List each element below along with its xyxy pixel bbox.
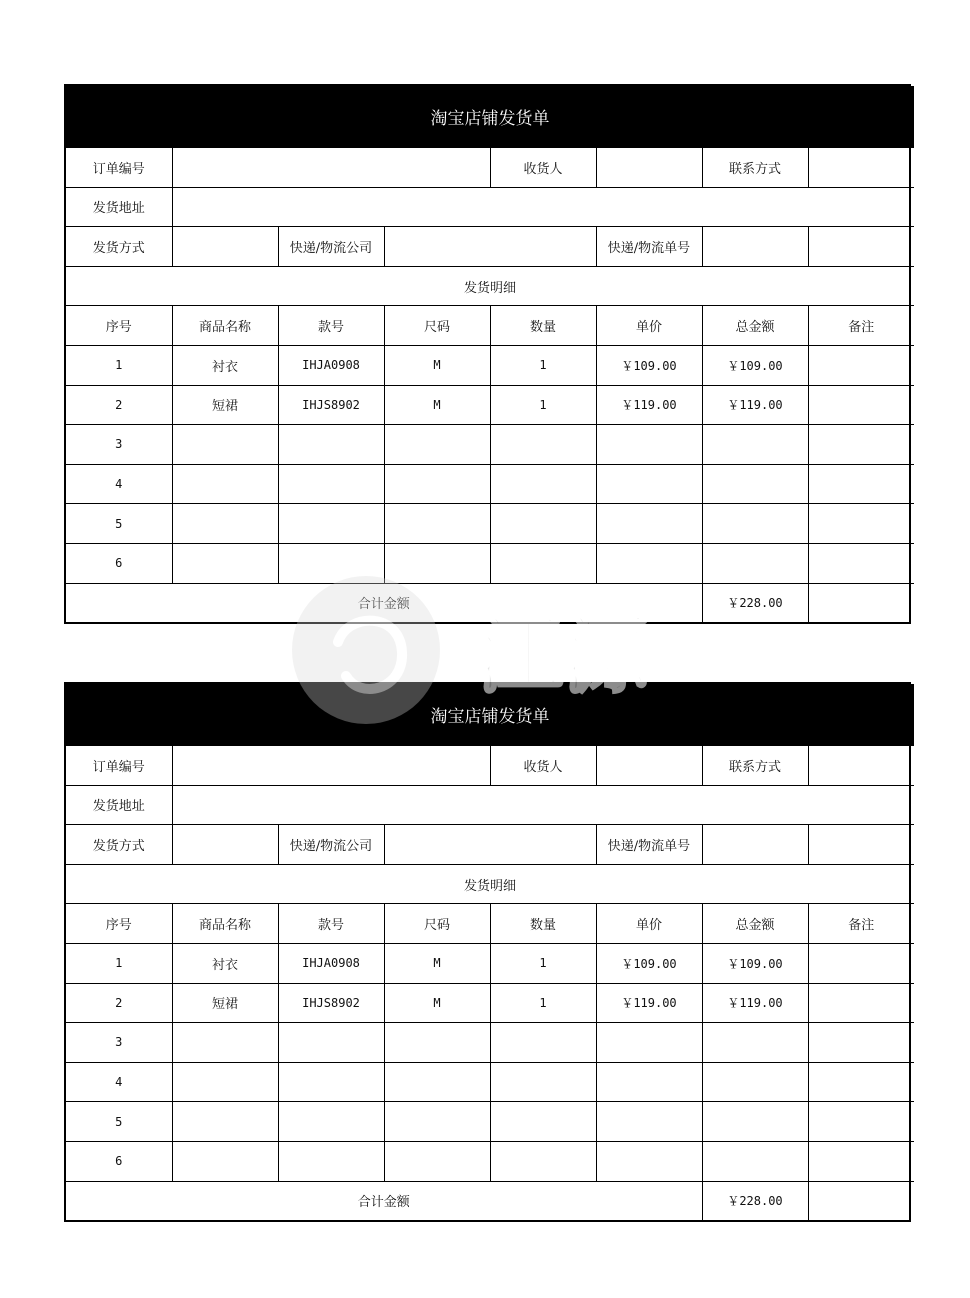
row-sku[interactable]: IHJA0908: [278, 345, 384, 385]
table-row: [66, 943, 914, 983]
courier-value[interactable]: [384, 227, 596, 267]
row-amount[interactable]: ￥119.00: [702, 385, 808, 425]
table-row: [66, 1141, 914, 1181]
contact-value[interactable]: [808, 148, 914, 188]
row-no: 5: [66, 504, 172, 544]
table-row: [66, 543, 914, 583]
row-note[interactable]: [808, 1102, 914, 1142]
row-qty[interactable]: [490, 1023, 596, 1063]
row-price[interactable]: [596, 425, 702, 465]
row-price[interactable]: [596, 1062, 702, 1102]
address-value[interactable]: [172, 785, 914, 825]
row-no: 5: [66, 1102, 172, 1142]
table-row: [66, 1062, 914, 1102]
total-row: [66, 1181, 914, 1220]
col-header: 数量: [490, 306, 596, 346]
row-size[interactable]: M: [384, 943, 490, 983]
shipping-slip-2: [64, 682, 911, 1222]
row-sku[interactable]: [278, 1141, 384, 1181]
tracking-no-value[interactable]: [702, 825, 808, 865]
shipping-slip-table: [66, 86, 914, 622]
row-note[interactable]: [808, 1141, 914, 1181]
row-amount[interactable]: [702, 1023, 808, 1063]
row-sku[interactable]: [278, 464, 384, 504]
row-no: 1: [66, 943, 172, 983]
row-amount[interactable]: ￥109.00: [702, 943, 808, 983]
row-name[interactable]: [172, 464, 278, 504]
row-amount[interactable]: [702, 543, 808, 583]
row-no: 2: [66, 385, 172, 425]
row-size[interactable]: [384, 1141, 490, 1181]
col-header: 款号: [278, 904, 384, 944]
row-sku[interactable]: [278, 425, 384, 465]
row-note[interactable]: [808, 345, 914, 385]
tracking-no-value[interactable]: [702, 227, 808, 267]
row-price[interactable]: [596, 464, 702, 504]
details-heading: 发货明细: [66, 864, 914, 904]
row-size[interactable]: M: [384, 385, 490, 425]
ship-method-label: 发货方式: [66, 227, 172, 267]
row-sku[interactable]: IHJS8902: [278, 385, 384, 425]
row-no: 4: [66, 464, 172, 504]
row-size[interactable]: [384, 504, 490, 544]
row-size[interactable]: [384, 1023, 490, 1063]
row-name[interactable]: [172, 425, 278, 465]
row-name[interactable]: [172, 1062, 278, 1102]
row-qty[interactable]: [490, 425, 596, 465]
watermark-swirl-icon: [338, 621, 402, 689]
row-sku[interactable]: [278, 1023, 384, 1063]
row-no: 1: [66, 345, 172, 385]
row-qty[interactable]: [490, 504, 596, 544]
row-size[interactable]: [384, 1062, 490, 1102]
shipping-slip-1: [64, 84, 911, 624]
row-no: 3: [66, 425, 172, 465]
courier-label: 快递/物流公司: [278, 825, 384, 865]
row-amount[interactable]: [702, 1062, 808, 1102]
recipient-label: 收货人: [490, 148, 596, 188]
row-note[interactable]: [808, 1023, 914, 1063]
order-no-label: 订单编号: [66, 746, 172, 786]
col-header: 总金额: [702, 306, 808, 346]
row-size[interactable]: [384, 1102, 490, 1142]
row-qty[interactable]: 1: [490, 345, 596, 385]
col-header: 商品名称: [172, 306, 278, 346]
slip-title: 淘宝店铺发货单: [66, 86, 914, 148]
row-note[interactable]: [808, 943, 914, 983]
col-header: 备注: [808, 306, 914, 346]
row-qty[interactable]: 1: [490, 983, 596, 1023]
row-name[interactable]: [172, 1102, 278, 1142]
table-row: [66, 345, 914, 385]
row-name[interactable]: 衬衣: [172, 345, 278, 385]
contact-label: 联系方式: [702, 746, 808, 786]
order-no-value[interactable]: [172, 148, 490, 188]
total-note[interactable]: [808, 583, 914, 622]
row-note[interactable]: [808, 425, 914, 465]
tracking-no-extra[interactable]: [808, 227, 914, 267]
row-name[interactable]: [172, 504, 278, 544]
col-header: 尺码: [384, 904, 490, 944]
total-row: [66, 583, 914, 622]
row-sku[interactable]: [278, 1102, 384, 1142]
row-note[interactable]: [808, 385, 914, 425]
row-no: 4: [66, 1062, 172, 1102]
table-row: [66, 1102, 914, 1142]
row-qty[interactable]: [490, 1102, 596, 1142]
col-header: 尺码: [384, 306, 490, 346]
table-row: [66, 425, 914, 465]
row-amount[interactable]: [702, 504, 808, 544]
order-no-value[interactable]: [172, 746, 490, 786]
row-price[interactable]: [596, 504, 702, 544]
row-size[interactable]: M: [384, 983, 490, 1023]
column-header-row: [66, 306, 914, 346]
row-size[interactable]: M: [384, 345, 490, 385]
row-size[interactable]: [384, 464, 490, 504]
row-amount[interactable]: [702, 425, 808, 465]
total-note[interactable]: [808, 1181, 914, 1220]
row-name[interactable]: [172, 1141, 278, 1181]
row-name[interactable]: 衬衣: [172, 943, 278, 983]
table-row: [66, 464, 914, 504]
row-sku[interactable]: [278, 1062, 384, 1102]
row-amount[interactable]: ￥109.00: [702, 345, 808, 385]
row-size[interactable]: [384, 543, 490, 583]
row-sku[interactable]: [278, 543, 384, 583]
recipient-label: 收货人: [490, 746, 596, 786]
col-header: 款号: [278, 306, 384, 346]
row-price[interactable]: [596, 1141, 702, 1181]
row-qty[interactable]: [490, 464, 596, 504]
row-name[interactable]: [172, 1023, 278, 1063]
row-price[interactable]: ￥109.00: [596, 943, 702, 983]
col-header: 备注: [808, 904, 914, 944]
row-amount[interactable]: [702, 1141, 808, 1181]
row-qty[interactable]: [490, 543, 596, 583]
col-header: 数量: [490, 904, 596, 944]
tracking-no-label: 快递/物流单号: [596, 227, 702, 267]
col-header: 商品名称: [172, 904, 278, 944]
total-value: ￥228.00: [702, 583, 808, 622]
row-price[interactable]: [596, 543, 702, 583]
col-header: 序号: [66, 306, 172, 346]
contact-label: 联系方式: [702, 148, 808, 188]
total-label: 合计金额: [66, 1181, 702, 1220]
order-no-label: 订单编号: [66, 148, 172, 188]
table-row: [66, 1023, 914, 1063]
table-row: [66, 504, 914, 544]
row-note[interactable]: [808, 504, 914, 544]
recipient-value[interactable]: [596, 746, 702, 786]
row-qty[interactable]: [490, 1141, 596, 1181]
row-name[interactable]: 短裙: [172, 385, 278, 425]
row-price[interactable]: ￥109.00: [596, 345, 702, 385]
row-sku[interactable]: IHJS8902: [278, 983, 384, 1023]
col-header: 序号: [66, 904, 172, 944]
row-sku[interactable]: IHJA0908: [278, 943, 384, 983]
row-qty[interactable]: 1: [490, 943, 596, 983]
row-amount[interactable]: ￥119.00: [702, 983, 808, 1023]
watermark-text: 江源: [476, 605, 648, 705]
courier-value[interactable]: [384, 825, 596, 865]
col-header: 总金额: [702, 904, 808, 944]
col-header: 单价: [596, 306, 702, 346]
row-name[interactable]: 短裙: [172, 983, 278, 1023]
row-price[interactable]: [596, 1102, 702, 1142]
row-no: 6: [66, 543, 172, 583]
row-amount[interactable]: [702, 1102, 808, 1142]
ship-method-label: 发货方式: [66, 825, 172, 865]
row-amount[interactable]: [702, 464, 808, 504]
recipient-value[interactable]: [596, 148, 702, 188]
address-label: 发货地址: [66, 785, 172, 825]
row-note[interactable]: [808, 983, 914, 1023]
table-row: [66, 983, 914, 1023]
row-price[interactable]: ￥119.00: [596, 385, 702, 425]
tracking-no-label: 快递/物流单号: [596, 825, 702, 865]
row-note[interactable]: [808, 543, 914, 583]
total-label: 合计金额: [66, 583, 702, 622]
row-qty[interactable]: [490, 1062, 596, 1102]
contact-value[interactable]: [808, 746, 914, 786]
details-heading: 发货明细: [66, 266, 914, 306]
row-qty[interactable]: 1: [490, 385, 596, 425]
row-note[interactable]: [808, 1062, 914, 1102]
row-price[interactable]: [596, 1023, 702, 1063]
row-sku[interactable]: [278, 504, 384, 544]
address-value[interactable]: [172, 187, 914, 227]
col-header: 单价: [596, 904, 702, 944]
row-no: 3: [66, 1023, 172, 1063]
slip-title: 淘宝店铺发货单: [66, 684, 914, 746]
total-value: ￥228.00: [702, 1181, 808, 1220]
row-no: 6: [66, 1141, 172, 1181]
ship-method-value[interactable]: [172, 227, 278, 267]
column-header-row: [66, 904, 914, 944]
row-price[interactable]: ￥119.00: [596, 983, 702, 1023]
courier-label: 快递/物流公司: [278, 227, 384, 267]
row-name[interactable]: [172, 543, 278, 583]
ship-method-value[interactable]: [172, 825, 278, 865]
row-no: 2: [66, 983, 172, 1023]
row-size[interactable]: [384, 425, 490, 465]
shipping-slip-table: [66, 684, 914, 1220]
address-label: 发货地址: [66, 187, 172, 227]
row-note[interactable]: [808, 464, 914, 504]
table-row: [66, 385, 914, 425]
tracking-no-extra[interactable]: [808, 825, 914, 865]
